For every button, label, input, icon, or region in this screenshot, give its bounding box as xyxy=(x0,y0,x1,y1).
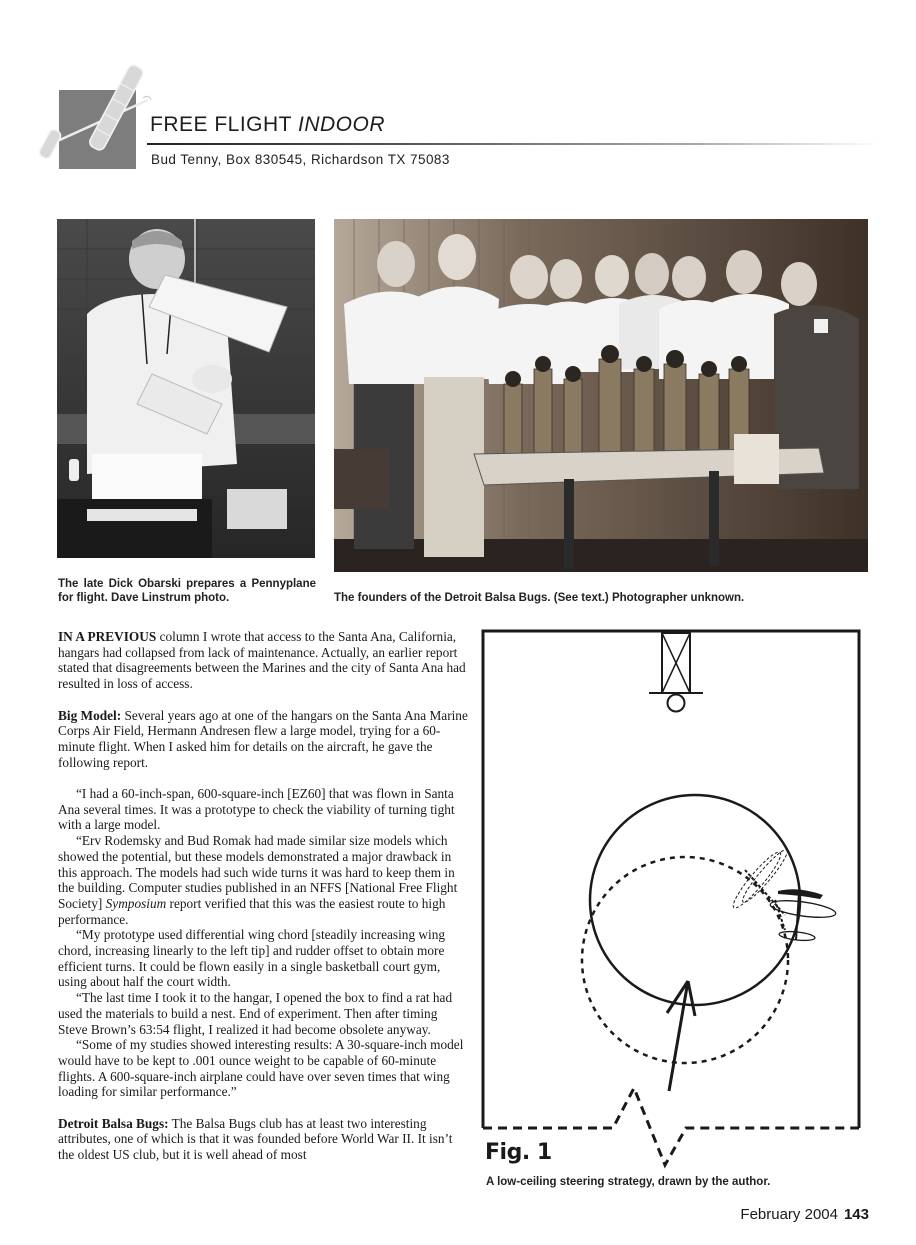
basketball-backboard xyxy=(649,633,703,693)
photo-right-caption: The founders of the Detroit Balsa Bugs. (See text.) Photographer unknown. xyxy=(334,592,745,604)
paragraph-lead: Detroit Balsa Bugs: xyxy=(58,1115,169,1131)
author-byline: Bud Tenny, Box 830545, Richardson TX 75083 xyxy=(151,152,450,167)
dashed-flight-circle xyxy=(582,857,788,1063)
paragraph-text: report verified that this was the easiest route to high performance. xyxy=(58,895,446,927)
steering-strategy-diagram xyxy=(478,626,868,1171)
paragraph-text: Several years ago at one of the hangars on the Santa Ana Marine Corps Air Field, Hermann Andresen flew a large model, trying for a 60-minute flight. When I asked him for details on the aircraft, he gave the following report. xyxy=(58,707,468,770)
photo-illustration xyxy=(57,219,315,558)
article-body xyxy=(58,629,468,1163)
paragraph-text: “Erv Rodemsky and Bud Romak had made similar size models which showed the potential, but these models demonstrated a major drawback in this approach. The models had such wide turns it was hard to keep them in the building. Computer studies published in an NFFS [National Free Flight Society] xyxy=(58,833,458,911)
paragraph-quote xyxy=(58,833,468,927)
photo-dick-obarski xyxy=(57,219,315,558)
paragraph-quote: “I had a 60-inch-span, 600-square-inch [EZ60] that was flown in Santa Ana several times. It was a prototype to check the viability of turning tight with a large model. xyxy=(58,786,455,833)
page-folio xyxy=(740,1206,869,1223)
department-logo xyxy=(30,60,155,170)
model-airplane-logo-icon xyxy=(30,60,155,170)
department-name: FREE FLIGHT xyxy=(150,113,292,136)
paragraph-intro xyxy=(58,629,468,692)
header-divider xyxy=(147,143,880,145)
paragraph-detroit-balsa-bugs xyxy=(58,1116,468,1163)
basketball-hoop xyxy=(668,695,685,712)
launch-arrow xyxy=(667,981,695,1091)
paragraph-text: column I wrote that access to the Santa Ana, California, hangars had collapsed from lack of maintenance. Actually, an earlier report stated that disagreements between the Marines and the city of Santa Ana had resulted in loss of access. xyxy=(58,629,466,692)
figure-1-diagram xyxy=(478,626,868,1171)
department-subname: INDOOR xyxy=(297,113,385,136)
page-number: 143 xyxy=(843,1206,869,1223)
paragraph-lead: Big Model: xyxy=(58,707,122,723)
photo-detroit-balsa-bugs-founders xyxy=(334,219,868,572)
paragraph-text: The Balsa Bugs club has at least two interesting attributes, one of which is that it was founded before World War II. It isn’t the oldest US club, but it is well ahead of most xyxy=(58,1115,453,1163)
photo-illustration xyxy=(334,219,868,572)
photo-left-caption: The late Dick Obarski prepares a Pennyplane for flight. Dave Linstrum photo. xyxy=(58,578,316,604)
paragraph-lead: IN A PREVIOUS xyxy=(58,629,157,644)
model-airplane-sketches xyxy=(728,846,791,930)
issue-date: February 2004 xyxy=(740,1206,838,1223)
paragraph-big-model xyxy=(58,708,468,771)
paragraph-quote: “The last time I took it to the hangar, I opened the box to find a rat had used the materials to build a nest. End of experiment. Then after timing Steve Brown’s 63:54 flight, I realized it had become obsolete anyway. xyxy=(58,990,453,1037)
figure-label: Fig. 1 xyxy=(485,1140,552,1165)
publication-title: Symposium xyxy=(105,895,167,911)
gym-wall-outline xyxy=(483,631,859,1128)
paragraph-quote: “My prototype used differential wing chord [steadily increasing wing chord, increasing linearly to the left tip] and rudder offset to obtain more efficient turns. It could be flown easily in a single basketball court gym, using about half the court width. xyxy=(58,927,446,990)
department-title xyxy=(150,113,385,137)
paragraph-quote: “Some of my studies showed interesting results: A 30-square-inch model would have to be kept to .001 ounce weight to be capable of 60-minute flights. A 600-square-inch airplane could have over seven times that wing loading for similar performance.” xyxy=(58,1037,464,1100)
figure-caption: A low-ceiling steering strategy, drawn by the author. xyxy=(486,1176,771,1188)
